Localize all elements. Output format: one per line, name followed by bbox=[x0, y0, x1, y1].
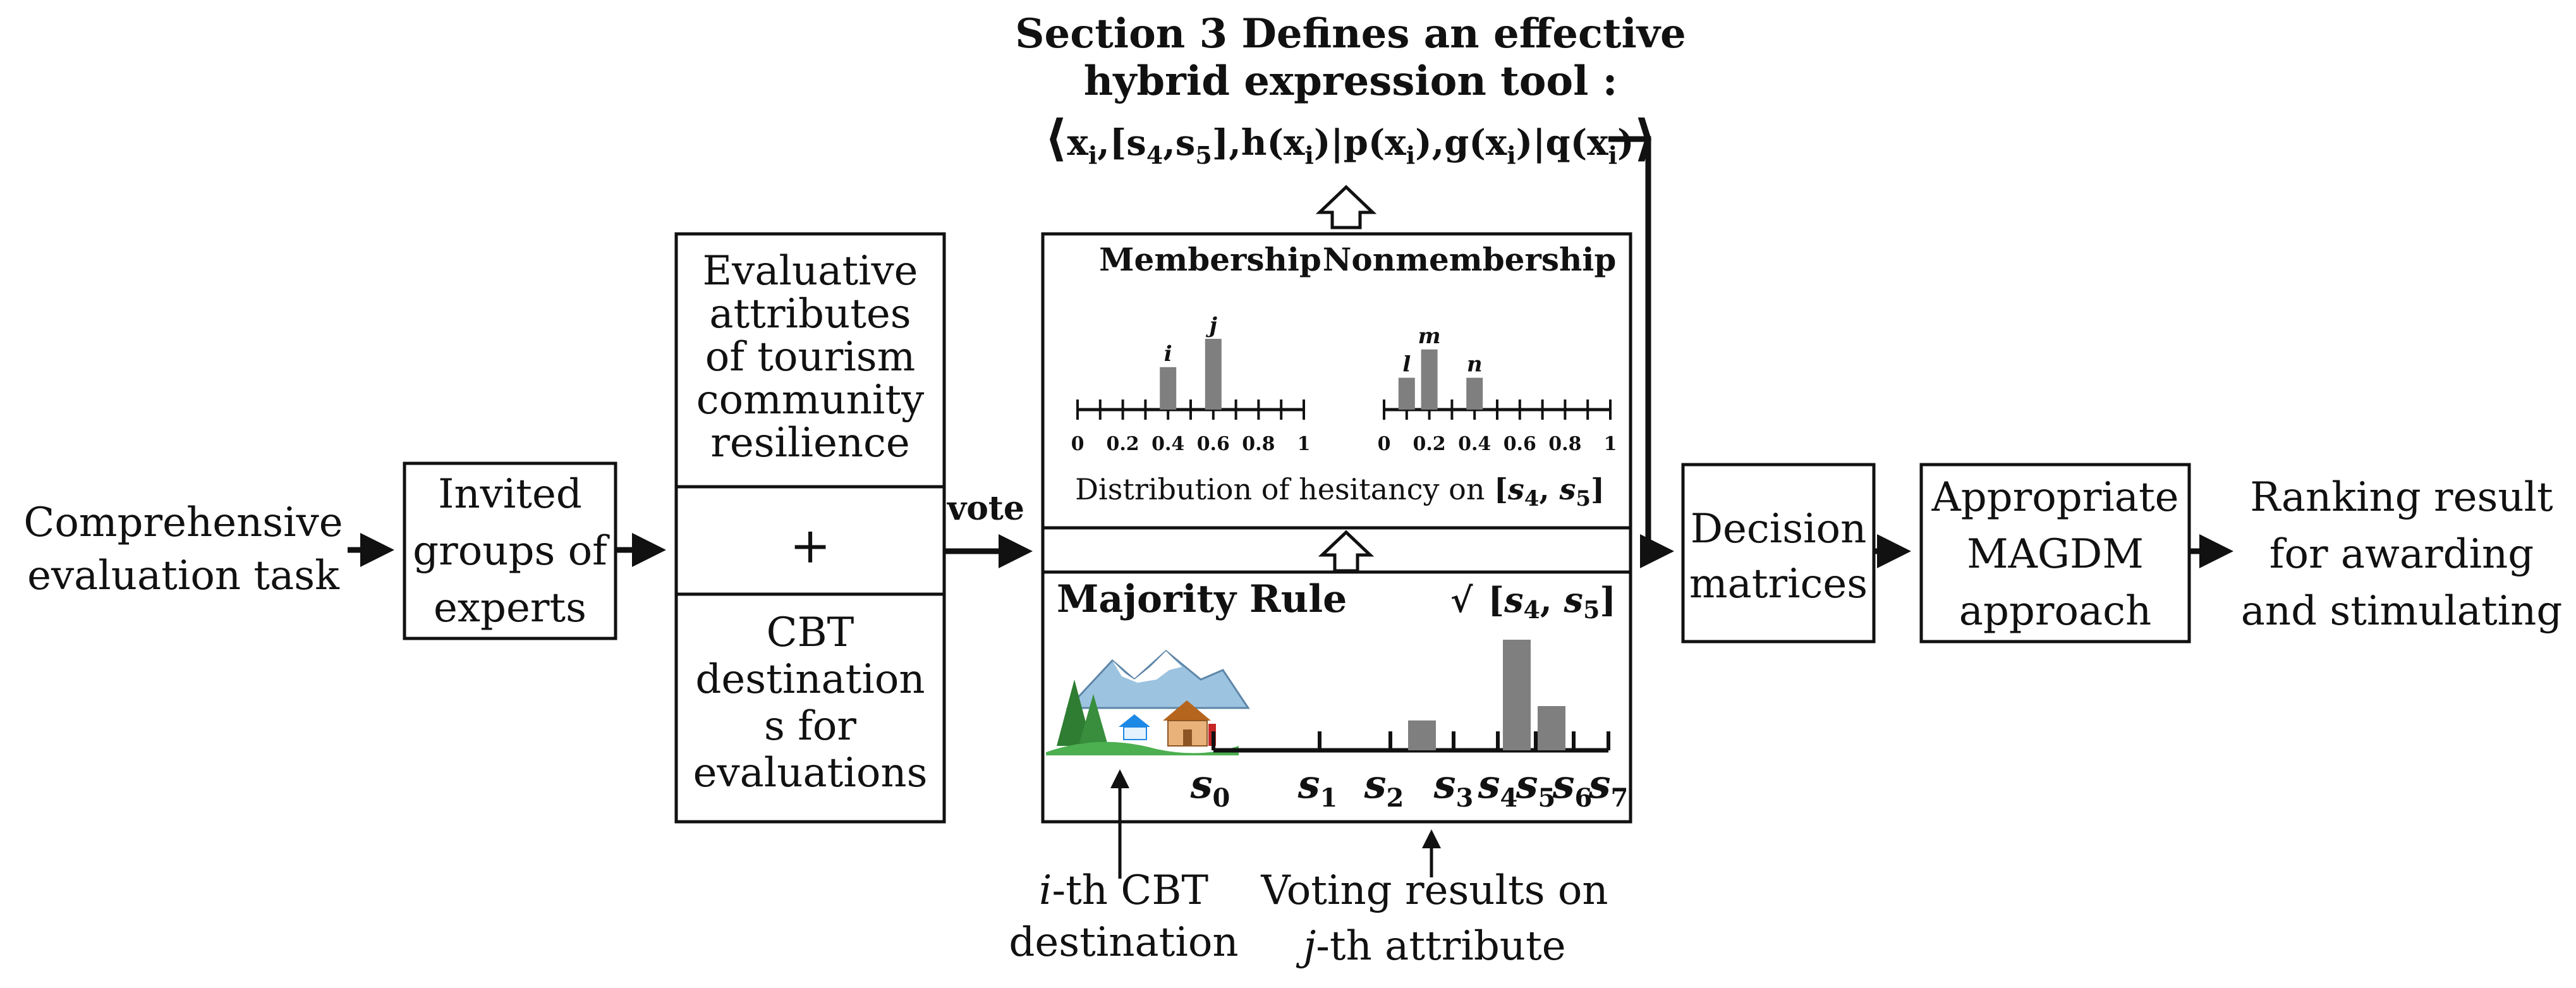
membership-title: Membership bbox=[1099, 241, 1321, 278]
magdm-line3: approach bbox=[1959, 588, 2152, 635]
cbt-note-i: i bbox=[1038, 867, 1052, 914]
formula-x3: x bbox=[1385, 122, 1406, 164]
formula-q: q bbox=[1545, 122, 1571, 164]
majority-label-s7: $s_7$ bbox=[1588, 761, 1629, 813]
formula-lbr: [ bbox=[1109, 122, 1127, 164]
majority-label-s5: $s_5$ bbox=[1516, 761, 1556, 813]
output-line1: Ranking result bbox=[2250, 474, 2553, 521]
input-line1: Comprehensive bbox=[23, 499, 343, 546]
majority-label-s0: $s_0$ bbox=[1190, 761, 1230, 813]
formula-comma3: , bbox=[1229, 122, 1241, 164]
nonmembership-bar-l bbox=[1399, 378, 1415, 410]
cbt-note-rest: -th CBT bbox=[1052, 867, 1209, 914]
majority-4: 4 bbox=[1523, 595, 1540, 624]
membership-tick-label: 0 bbox=[1071, 433, 1084, 455]
formula-x5: x bbox=[1587, 122, 1608, 164]
caption-lbr: [ bbox=[1494, 472, 1508, 506]
attributes-line5: resilience bbox=[710, 420, 910, 467]
membership-bar-label-i: i bbox=[1163, 341, 1172, 367]
experts-line2: groups of bbox=[413, 528, 607, 575]
magdm-line1: Appropriate bbox=[1931, 474, 2179, 521]
formula-lp4: ( bbox=[1570, 122, 1588, 164]
nonmembership-tick-label: 0.8 bbox=[1548, 433, 1582, 455]
destinations-line1: CBT bbox=[766, 609, 854, 656]
formula-i3: i bbox=[1406, 141, 1416, 169]
membership-bar-i bbox=[1160, 367, 1176, 410]
attributes-line4: community bbox=[696, 377, 925, 424]
destinations-line3: s for bbox=[764, 703, 856, 750]
nonmembership-bar-n bbox=[1466, 378, 1483, 410]
decision-line2: matrices bbox=[1689, 561, 1868, 607]
formula-i1: i bbox=[1088, 141, 1098, 169]
vote-label: vote bbox=[947, 489, 1025, 528]
formula-lp3: ( bbox=[1469, 122, 1486, 164]
majority-label-s1: $s_1$ bbox=[1297, 761, 1338, 813]
majority-s4: s bbox=[1504, 580, 1524, 620]
majority-bar-s2 bbox=[1408, 721, 1436, 750]
magdm-line2: MAGDM bbox=[1967, 531, 2144, 578]
membership-tick-label: 0.8 bbox=[1242, 433, 1275, 455]
majority-check: √ bbox=[1450, 580, 1473, 620]
formula-rp4: ) bbox=[1617, 122, 1634, 164]
formula-5: 5 bbox=[1195, 141, 1212, 169]
majority-label-s3: $s_3$ bbox=[1433, 761, 1474, 813]
majority-lbr: [ bbox=[1488, 580, 1505, 620]
plus-sign: + bbox=[789, 518, 831, 575]
voting-note-rest: -th attribute bbox=[1316, 923, 1566, 970]
membership-tick-label: 0.4 bbox=[1151, 433, 1185, 455]
formula-rp2: ) bbox=[1415, 122, 1432, 164]
majority-title: Majority Rule bbox=[1057, 577, 1347, 621]
formula-x2: x bbox=[1283, 122, 1305, 164]
formula-rp3: ) bbox=[1516, 122, 1533, 164]
nonmembership-title: Nonmembership bbox=[1322, 241, 1617, 278]
voting-note-j: j bbox=[1303, 923, 1316, 970]
formula-bar1: | bbox=[1330, 122, 1344, 164]
majority-s5: s bbox=[1564, 580, 1583, 620]
nonmembership-bar-label-m: m bbox=[1418, 323, 1441, 349]
nonmembership-tick-label: 0 bbox=[1377, 433, 1391, 455]
output-line3: and stimulating bbox=[2240, 588, 2563, 635]
formula-g: g bbox=[1444, 122, 1469, 164]
input-task bbox=[23, 499, 343, 599]
nonmembership-tick-label: 1 bbox=[1603, 433, 1617, 455]
decision-box bbox=[1683, 465, 1874, 642]
majority-rbr: ] bbox=[1600, 580, 1616, 620]
formula-x1: x bbox=[1067, 122, 1088, 164]
attributes-line1: Evaluative bbox=[702, 248, 918, 295]
membership-bar-j bbox=[1205, 339, 1222, 410]
formula-i4: i bbox=[1507, 141, 1516, 169]
caption-s4: s bbox=[1507, 472, 1524, 506]
membership-tick-label: 1 bbox=[1297, 433, 1311, 455]
formula-4: 4 bbox=[1146, 141, 1163, 169]
caption-s5: s bbox=[1559, 472, 1576, 506]
nonmembership-bar-label-l: l bbox=[1402, 351, 1411, 377]
voting-note-line2 bbox=[1296, 923, 1565, 970]
formula-comma2: , bbox=[1163, 122, 1176, 164]
membership-tick-label: 0.2 bbox=[1106, 433, 1139, 455]
formula-comma4: , bbox=[1431, 122, 1445, 164]
formula-p: p bbox=[1343, 122, 1368, 164]
caption-sep: , bbox=[1539, 472, 1560, 506]
formula-bar2: | bbox=[1533, 122, 1546, 164]
formula-i2: i bbox=[1304, 141, 1314, 169]
attributes-line3: of tourism bbox=[705, 334, 916, 381]
formula-rbr: ] bbox=[1212, 122, 1229, 164]
membership-bar-label-j: j bbox=[1209, 313, 1217, 338]
nonmembership-tick-label: 0.4 bbox=[1458, 433, 1492, 455]
formula-open: ⟨ bbox=[1044, 109, 1067, 167]
nonmembership-bar-m bbox=[1421, 350, 1438, 410]
experts-line1: Invited bbox=[438, 471, 582, 518]
input-line2: evaluation task bbox=[27, 552, 339, 599]
nonmembership-tick-label: 0.6 bbox=[1503, 433, 1536, 455]
formula-lp2: ( bbox=[1368, 122, 1385, 164]
nonmembership-bar-label-n: n bbox=[1466, 351, 1483, 377]
caption-prefix: Distribution of hesitancy on bbox=[1075, 472, 1495, 506]
caption-rbr: ] bbox=[1591, 472, 1605, 506]
destinations-line2: destination bbox=[695, 656, 925, 703]
majority-bar-s5 bbox=[1538, 706, 1565, 750]
cbt-note-line2: destination bbox=[1009, 919, 1239, 966]
experts-line3: experts bbox=[434, 585, 586, 631]
majority-label-s6: $s_6$ bbox=[1552, 761, 1593, 813]
formula-rp1: ) bbox=[1313, 122, 1331, 164]
attributes-text bbox=[696, 248, 925, 467]
cbt-note-line1 bbox=[1039, 867, 1208, 914]
section3-line2: hybrid expression tool : bbox=[1083, 58, 1618, 105]
formula-x4: x bbox=[1485, 122, 1507, 164]
hybrid-formula bbox=[1045, 109, 1656, 169]
caption-4: 4 bbox=[1524, 486, 1540, 511]
output-line2: for awarding bbox=[2269, 531, 2534, 578]
voting-note-line1: Voting results on bbox=[1261, 867, 1608, 914]
majority-label-s2: $s_2$ bbox=[1364, 761, 1404, 813]
formula-s5: s bbox=[1175, 122, 1196, 164]
majority-5: 5 bbox=[1583, 595, 1600, 624]
caption-5: 5 bbox=[1576, 486, 1591, 511]
majority-sep: , bbox=[1540, 580, 1564, 620]
attributes-line2: attributes bbox=[709, 291, 911, 338]
formula-s4: s bbox=[1126, 122, 1146, 164]
formula-comma1: , bbox=[1097, 122, 1110, 164]
majority-bar-s4 bbox=[1503, 640, 1531, 750]
formula-i5: i bbox=[1608, 141, 1618, 169]
formula-h: h bbox=[1241, 122, 1267, 164]
hollow-arrow-top bbox=[1320, 187, 1373, 228]
nonmembership-tick-label: 0.2 bbox=[1413, 433, 1446, 455]
section3-line1: Section 3 Defines an effective bbox=[1015, 10, 1686, 58]
decision-line1: Decision bbox=[1690, 506, 1867, 552]
formula-lp1: ( bbox=[1267, 122, 1284, 164]
formula-close: ⟩ bbox=[1634, 109, 1657, 167]
majority-label-s4: $s_4$ bbox=[1478, 761, 1518, 813]
membership-tick-label: 0.6 bbox=[1196, 433, 1230, 455]
formula-text bbox=[1045, 109, 1656, 169]
destinations-line4: evaluations bbox=[693, 750, 928, 796]
